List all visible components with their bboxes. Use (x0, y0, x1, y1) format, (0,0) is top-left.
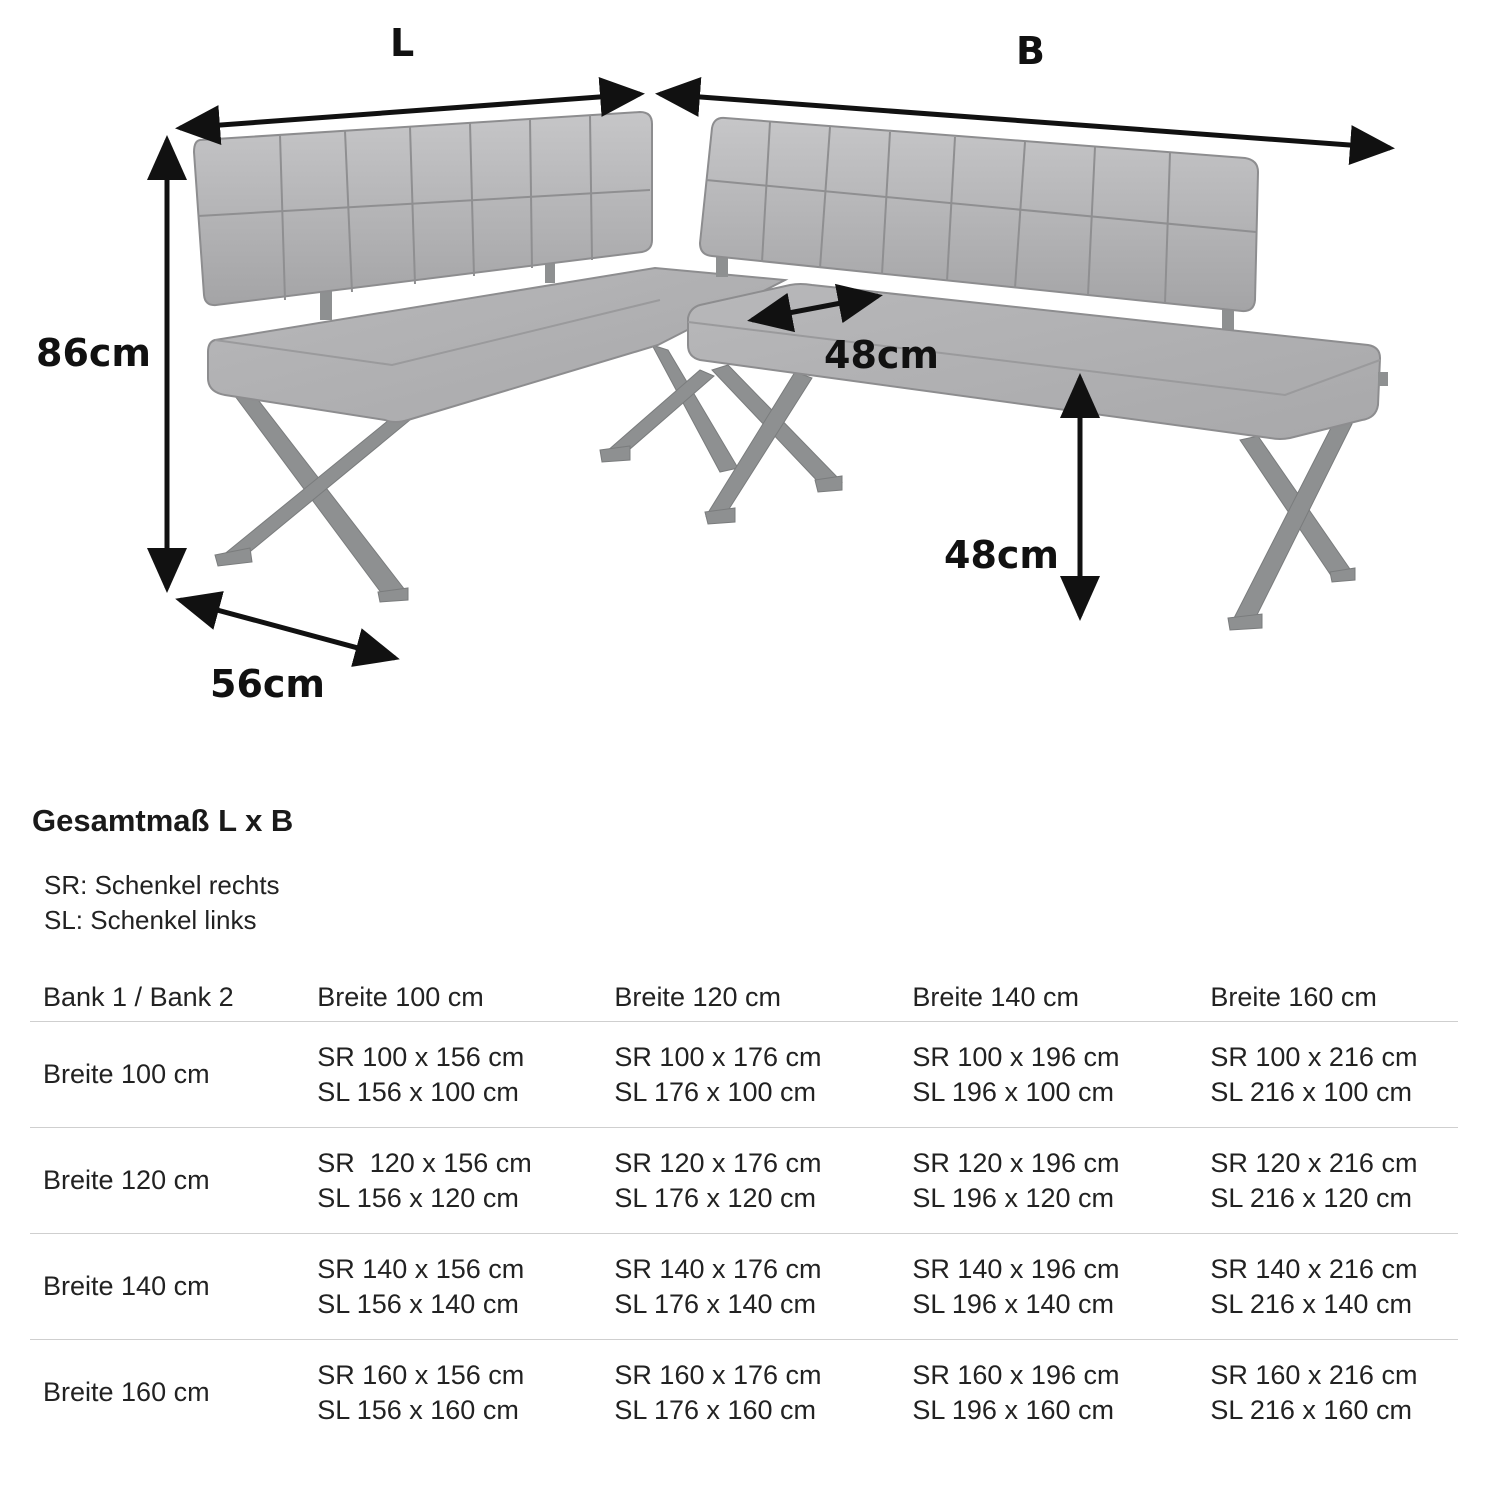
sr-value: SR 120 x 196 cm (912, 1147, 1120, 1178)
sl-value: SL 156 x 120 cm (317, 1182, 519, 1213)
right-bench-backrest (700, 118, 1258, 311)
seat-height-label: 48cm (944, 533, 1060, 577)
sl-value: SL 176 x 160 cm (614, 1394, 817, 1425)
sr-value: SR 120 x 176 cm (614, 1147, 822, 1178)
row-label: Breite 100 cm (30, 1022, 317, 1128)
sl-value: SL 176 x 140 cm (614, 1288, 817, 1319)
sr-value: SR 100 x 156 cm (317, 1041, 525, 1072)
sr-value: SR 140 x 216 cm (1210, 1253, 1418, 1284)
right-bench-seat (688, 284, 1380, 439)
sl-value: SL 176 x 120 cm (614, 1182, 817, 1213)
legend-item-sl: SL: Schenkel links (44, 905, 257, 935)
left-bench-back-post (320, 290, 332, 320)
sl-value: SL 216 x 120 cm (1210, 1182, 1412, 1213)
table-cell (1210, 1340, 1458, 1446)
sl-value: SL 196 x 160 cm (912, 1394, 1114, 1425)
table-cell (317, 1340, 614, 1446)
table-row (30, 1340, 1458, 1446)
table-row (30, 1022, 1458, 1128)
column-header: Breite 100 cm (317, 973, 614, 1022)
sl-value: SL 176 x 100 cm (614, 1076, 817, 1107)
depth-label: 56cm (210, 662, 326, 706)
seat-depth-label: 48cm (824, 333, 940, 377)
column-header: Breite 140 cm (912, 973, 1210, 1022)
width-label: B (1016, 29, 1045, 73)
table-cell (1210, 1022, 1458, 1128)
sr-value: SR 160 x 216 cm (1210, 1359, 1418, 1390)
length-label: L (390, 21, 415, 65)
table-cell (912, 1128, 1210, 1234)
table-row (30, 1128, 1458, 1234)
sr-value: SR 100 x 216 cm (1210, 1041, 1418, 1072)
table-cell (614, 1234, 912, 1340)
depth-arrow (180, 600, 395, 658)
sr-value: SR 140 x 156 cm (317, 1253, 525, 1284)
sr-value: SR 160 x 176 cm (614, 1359, 822, 1390)
sr-value: SR 160 x 196 cm (912, 1359, 1120, 1390)
table-cell (317, 1234, 614, 1340)
table-cell (614, 1128, 912, 1234)
section-heading: Gesamtmaß L x B (32, 803, 294, 838)
table-cell (317, 1022, 614, 1128)
sr-value: SR 120 x 216 cm (1210, 1147, 1418, 1178)
column-header: Breite 160 cm (1210, 973, 1458, 1022)
sl-value: SL 196 x 140 cm (912, 1288, 1114, 1319)
row-label: Breite 160 cm (43, 1377, 210, 1407)
table-cell (614, 1022, 912, 1128)
sl-value: SL 196 x 120 cm (912, 1182, 1114, 1213)
sr-value: SR 140 x 176 cm (614, 1253, 822, 1284)
row-label: Breite 120 cm (30, 1128, 317, 1234)
column-header: Bank 1 / Bank 2 (30, 973, 317, 1022)
sr-value: SR 140 x 196 cm (912, 1253, 1120, 1284)
sr-value: SR 100 x 196 cm (912, 1041, 1120, 1072)
sl-value: SL 196 x 100 cm (912, 1076, 1114, 1107)
sl-value: SL 216 x 100 cm (1210, 1076, 1412, 1107)
column-header: Breite 120 cm (614, 973, 912, 1022)
table-header-row (30, 973, 1458, 1022)
table-cell (912, 1022, 1210, 1128)
left-bench-backrest (194, 112, 652, 305)
row-label: Breite 140 cm (30, 1234, 317, 1340)
sr-value: SR 100 x 176 cm (614, 1041, 822, 1072)
sl-value: SL 216 x 140 cm (1210, 1288, 1412, 1319)
table-cell (1210, 1128, 1458, 1234)
sl-value: SL 216 x 160 cm (1210, 1394, 1412, 1425)
legend-item-sr: SR: Schenkel rechts (44, 870, 280, 900)
table-row (30, 1234, 1458, 1340)
sr-value: SR 120 x 156 cm (317, 1147, 532, 1178)
sl-value: SL 156 x 100 cm (317, 1076, 519, 1107)
table-cell (912, 1234, 1210, 1340)
sr-value: SR 160 x 156 cm (317, 1359, 525, 1390)
table-cell (614, 1340, 912, 1446)
table-cell (1210, 1234, 1458, 1340)
sl-value: SL 156 x 160 cm (317, 1394, 519, 1425)
table-cell (317, 1128, 614, 1234)
height-label: 86cm (36, 331, 152, 375)
size-table (30, 973, 1458, 1445)
table-cell (912, 1340, 1210, 1446)
legend (44, 868, 280, 938)
sl-value: SL 156 x 140 cm (317, 1288, 519, 1319)
